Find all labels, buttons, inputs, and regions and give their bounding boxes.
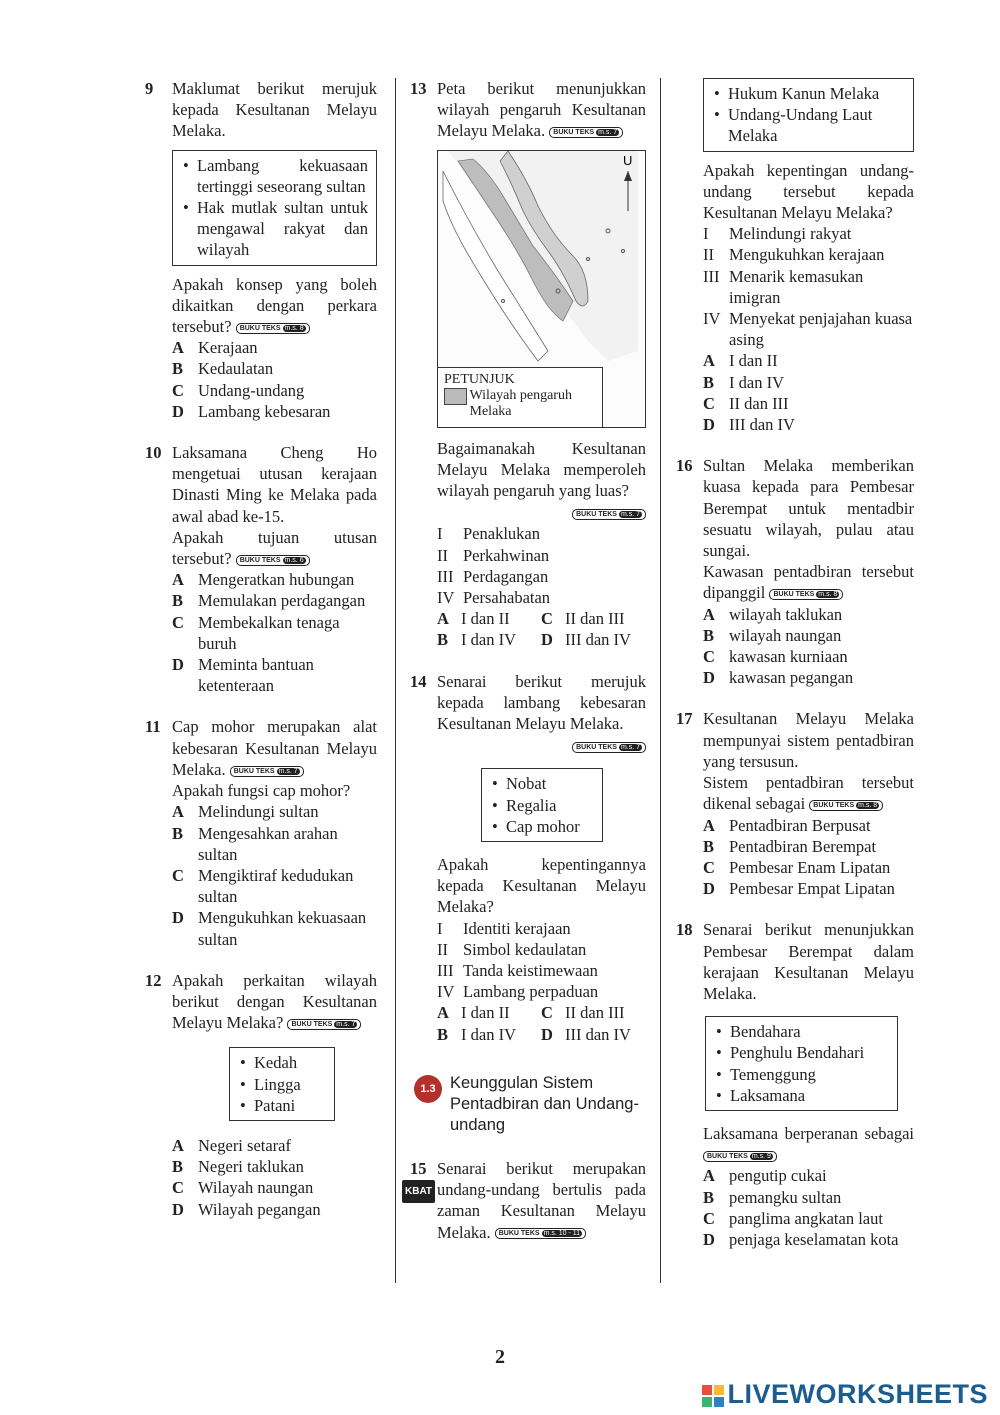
textbook-ref-badge: BUKU TEKS m.s. 7 (287, 1019, 361, 1030)
bullet-item: • Laksamana (714, 1085, 889, 1106)
question-text: Apakah fungsi cap mohor? (172, 781, 351, 801)
option-b[interactable]: B I dan IV (437, 630, 516, 650)
statement: III Tanda keistimewaan (437, 961, 598, 981)
question-17 (676, 708, 914, 899)
map-figure (437, 150, 646, 428)
option-d[interactable]: D III dan IV (541, 630, 631, 650)
bullet-item: • Lingga (238, 1074, 326, 1095)
section-badge: 1.3 (414, 1075, 442, 1103)
bullet-item: • Undang-Undang Laut Melaka (712, 104, 905, 146)
page-number: 2 (495, 1346, 505, 1368)
question-number: 9 (145, 79, 154, 98)
info-box (229, 1047, 335, 1121)
question-text: Apakah kepentingan undang-undang tersebut kepada Kesultanan Melayu Melaka? (703, 160, 914, 223)
option-d[interactable]: D III dan IV (703, 415, 795, 435)
question-stem: Peta berikut menunjukkan wilayah pengaruh Kesultanan Melayu Melaka. (437, 79, 646, 141)
question-stem: Laksamana Cheng Ho mengetuai utusan kerajaan Dinasti Ming ke Melaka pada awal abad ke-15. (172, 443, 377, 526)
question-number: 14 (410, 671, 427, 691)
option-a[interactable]: A I dan II (437, 609, 510, 629)
option-a[interactable]: A Pentadbiran Berpusat (703, 815, 871, 835)
question-number: 16 (676, 456, 693, 476)
brand-logo-icon (702, 1385, 724, 1407)
option-d[interactable]: D penjaga keselamatan kota (703, 1229, 899, 1249)
option-b[interactable]: B Negeri taklukan (172, 1157, 304, 1177)
question-15 (405, 1158, 646, 1243)
question-stem: Senarai berikut merujuk kepada lambang kebesaran Kesultanan Melayu Melaka. (437, 671, 646, 734)
textbook-ref-badge: BUKU TEKS m.s. 7 (549, 127, 623, 138)
question-text: Bagaimanakah Kesultanan Melayu Melaka memperoleh wilayah pengaruh yang luas? (437, 438, 646, 501)
option-d[interactable]: D Lambang kebesaran (172, 401, 331, 421)
statement: I Identiti kerajaan (437, 918, 571, 938)
info-box (705, 1016, 898, 1111)
question-12 (145, 970, 377, 1220)
statement: III Menarik kemasukan imigran (703, 266, 864, 307)
section-heading (410, 1073, 646, 1136)
liveworksheets-logo (702, 1379, 988, 1410)
north-label: U (623, 152, 633, 168)
question-number: 18 (676, 920, 693, 940)
section-title: Keunggulan Sistem Pentadbiran dan Undang-undang (450, 1073, 639, 1134)
question-text: Sistem pentadbiran tersebut dikenal sebagai (703, 773, 914, 814)
textbook-ref-badge: BUKU TEKS m.s. 10 - 11 (495, 1228, 586, 1239)
option-a[interactable]: A Negeri setaraf (172, 1135, 291, 1155)
option-c[interactable]: C kawasan kurniaan (703, 647, 848, 667)
option-c[interactable]: C II dan III (703, 393, 789, 413)
bullet-item: • Penghulu Bendahari (714, 1042, 889, 1063)
option-b[interactable]: B Memulakan perdagangan (172, 591, 366, 611)
question-stem: Apakah perkaitan wilayah berikut dengan Kesultanan Melayu Melaka? (172, 970, 377, 1033)
option-b[interactable]: B Kedaulatan (172, 359, 274, 379)
option-d[interactable]: D kawasan pegangan (703, 668, 854, 688)
bullet-item: • Lambang kekuasaan tertinggi seseorang sultan (181, 155, 368, 197)
question-15-continued (676, 78, 914, 435)
statement: III Perdagangan (437, 566, 549, 586)
option-b[interactable]: B pemangku sultan (703, 1187, 842, 1207)
statement: II Perkahwinan (437, 545, 550, 565)
textbook-ref-badge: BUKU TEKS m.s. 8 (236, 323, 310, 334)
question-stem: Kesultanan Melayu Melaka mempunyai sistem pentadbiran yang tersusun. (703, 709, 914, 771)
logo-square (702, 1397, 712, 1407)
bullet-item: • Kedah (238, 1052, 326, 1073)
question-10 (145, 442, 377, 696)
legend-swatch (444, 388, 467, 405)
option-c[interactable]: C Wilayah naungan (172, 1178, 314, 1198)
option-a[interactable]: A Melindungi sultan (172, 802, 319, 822)
textbook-ref-badge: BUKU TEKS m.s. 6 (236, 555, 310, 566)
textbook-ref-badge: BUKU TEKS m.s. 8 (769, 589, 843, 600)
question-text: Laksamana berperanan sebagai (703, 1123, 914, 1143)
legend-title: PETUNJUK (444, 371, 515, 387)
option-d[interactable]: D Pembesar Empat Lipatan (703, 879, 895, 899)
statement: II Simbol kedaulatan (437, 939, 587, 959)
option-c[interactable]: C II dan III (541, 1003, 625, 1023)
column-2 (405, 78, 646, 1263)
option-a[interactable]: A wilayah taklukan (703, 604, 843, 624)
column-divider (660, 78, 661, 1283)
option-d[interactable]: D III dan IV (541, 1024, 631, 1044)
textbook-ref-badge: BUKU TEKS m.s. 7 (230, 766, 304, 777)
column-divider (395, 78, 396, 1283)
question-13 (410, 78, 646, 651)
option-c[interactable]: C Undang-undang (172, 380, 305, 400)
question-14 (410, 671, 646, 1045)
question-16 (676, 455, 914, 688)
bullet-item: • Regalia (490, 795, 594, 816)
bullet-item: • Hukum Kanun Melaka (712, 83, 905, 104)
question-9 (145, 78, 377, 422)
question-stem: Sultan Melaka memberikan kuasa kepada para Pembesar Berempat untuk mentadbir sesuatu wilayah, pulau atau sungai. (703, 456, 914, 561)
question-text: Kawasan pentadbiran tersebut dipanggil (703, 562, 914, 603)
statement: IV Menyekat penjajahan kuasa asing (703, 309, 913, 350)
option-d[interactable]: D Meminta bantuan ketenteraan (172, 655, 314, 696)
option-c[interactable]: C Pembesar Enam Lipatan (703, 857, 891, 877)
bullet-item: • Cap mohor (490, 816, 594, 837)
statement: I Penaklukan (437, 524, 540, 544)
statement: I Melindungi rakyat (703, 224, 852, 244)
logo-square (702, 1385, 712, 1395)
option-c[interactable]: C Membekalkan tenaga buruh (172, 612, 340, 653)
option-a[interactable]: A I dan II (437, 1003, 510, 1023)
question-number: 10 (145, 443, 162, 463)
logo-square (714, 1397, 724, 1407)
textbook-ref-badge: BUKU TEKS m.s. 7 (572, 509, 646, 520)
statement: IV Persahabatan (437, 588, 551, 608)
option-b[interactable]: B wilayah naungan (703, 625, 842, 645)
option-a[interactable]: A pengutip cukai (703, 1166, 827, 1186)
option-b[interactable]: B I dan IV (703, 372, 784, 392)
statement: IV Lambang perpaduan (437, 982, 599, 1002)
question-18 (676, 919, 914, 1250)
bullet-item: • Patani (238, 1095, 326, 1116)
info-box (172, 150, 377, 266)
bullet-item: • Bendahara (714, 1021, 889, 1042)
question-text: Apakah konsep yang boleh dikaitkan dengan perkara tersebut? (172, 274, 377, 337)
textbook-ref-badge: BUKU TEKS m.s. 9 (703, 1151, 777, 1162)
column-1 (145, 78, 377, 1240)
bullet-item: • Temenggung (714, 1064, 889, 1085)
option-b[interactable]: B Mengesahkan arahan sultan (172, 823, 338, 864)
question-number: 12 (145, 970, 162, 990)
question-number: 11 (145, 717, 161, 737)
option-d[interactable]: D Mengukuhkan kekuasaan sultan (172, 908, 367, 949)
option-d[interactable]: D Wilayah pegangan (172, 1199, 321, 1219)
kbat-badge: KBAT (402, 1180, 435, 1203)
logo-square (714, 1385, 724, 1395)
option-a[interactable]: A Kerajaan (172, 338, 258, 358)
textbook-ref-badge: BUKU TEKS m.s. 8 (809, 800, 883, 811)
question-text: Apakah kepentingannya kepada Kesultanan Melayu Melaka? (437, 855, 646, 917)
question-number: 17 (676, 709, 693, 729)
option-c[interactable]: C panglima angkatan laut (703, 1208, 883, 1228)
question-11 (145, 716, 377, 949)
question-stem: Maklumat berikut merujuk kepada Kesultanan Melayu Melaka. (172, 79, 377, 141)
bullet-item: • Nobat (490, 773, 594, 794)
brand-text: LIVEWORKSHEETS (727, 1379, 988, 1409)
option-a[interactable]: A I dan II (703, 351, 778, 371)
question-number: 15 (410, 1158, 427, 1178)
option-c[interactable]: C II dan III (541, 609, 625, 629)
option-b[interactable]: B Pentadbiran Berempat (703, 836, 877, 856)
question-number: 13 (410, 79, 427, 98)
legend-item: Wilayah pengaruh Melaka (469, 387, 572, 419)
textbook-ref-badge: BUKU TEKS m.s. 7 (572, 742, 646, 753)
option-a[interactable]: A Mengeratkan hubungan (172, 570, 355, 590)
info-box (481, 768, 603, 842)
info-box (703, 78, 914, 152)
question-stem: Senarai berikut merupakan undang-undang bertulis pada zaman Kesultanan Melayu Melaka. (437, 1158, 646, 1242)
question-text: Apakah tujuan utusan tersebut? (172, 527, 377, 569)
option-b[interactable]: B I dan IV (437, 1024, 516, 1044)
question-stem: Cap mohor merupakan alat kebesaran Kesultanan Melayu Melaka. (172, 717, 377, 779)
option-c[interactable]: C Mengiktiraf kedudukan sultan (172, 865, 354, 907)
map-legend (438, 367, 603, 427)
column-3 (676, 78, 914, 1270)
bullet-item: • Hak mutlak sultan untuk mengawal rakyat dan wilayah (181, 197, 368, 261)
statement: II Mengukuhkan kerajaan (703, 245, 885, 265)
question-stem: Senarai berikut menunjukkan Pembesar Berempat dalam kerajaan Kesultanan Melayu Melaka. (703, 920, 914, 1003)
